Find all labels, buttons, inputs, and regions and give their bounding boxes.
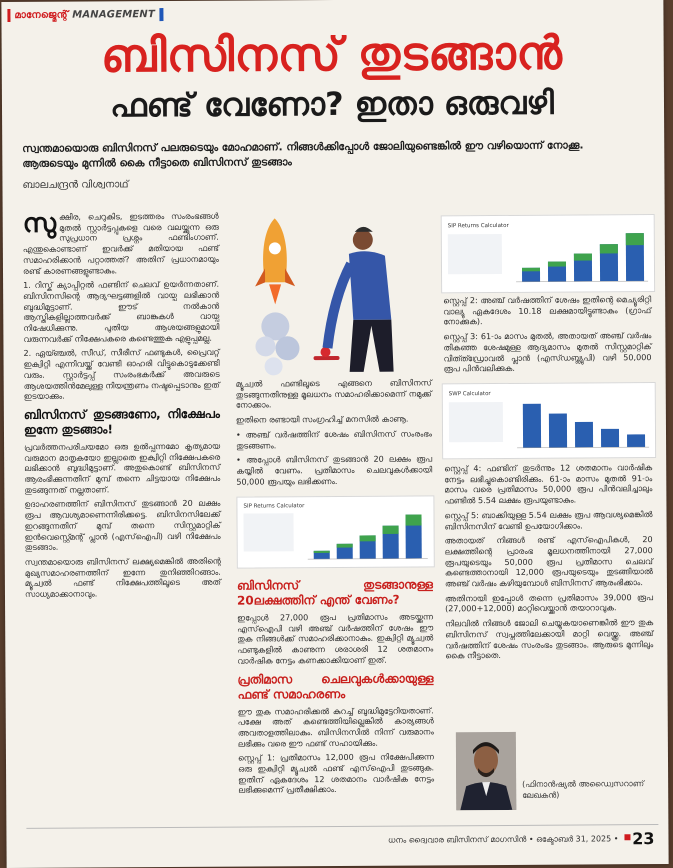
chart-bar-gain <box>600 244 618 253</box>
paragraph: അതിനായി ഇപ്പോൾ തന്നെ പ്രതിമാസം 39,000 രൂപ (27,000+12,000) മാറ്റിവെയ്ക്കാൻ തയാറാവുക. <box>444 591 654 614</box>
paragraph: സ്റ്റെപ്പ് 3: 61-ാം മാസം മുതൽ, അതായത് അഞ്ച് വർഷം തികഞ്ഞ ശേഷമുള്ള ആദ്യമാസം മുതൽ സിസ്റ്റമാറ്റിക് വിത്ത്ഡ്രോവൽ പ്ലാൻ (എസ്ഡബ്ല്യുപി) വഴി 50,000 രൂപ പിൻവലിക്കുക. <box>443 330 652 374</box>
illustration-caption: മ്യൂച്വൽ ഫണ്ടിലൂടെ എങ്ങനെ ബിസിനസ് തുടങ്ങുന്നതിനുള്ള മൂലധനം സമാഹരിക്കാമെന്ന് നമുക്ക് നോക്കാം. <box>235 377 432 411</box>
blue-marker <box>159 8 163 21</box>
paragraph: സ്റ്റെപ്പ് 1: പ്രതിമാസം 12,000 രൂപ നിക്ഷേപിക്കുന്ന ഒരു ഇക്വിറ്റി മ്യൂച്വൽ ഫണ്ട് എസ്ഐപി തുടങ്ങുക. ഇതിന് ഏകദേശം 12 ശതമാനം വാർഷിക നേട്ടം ലഭിക്കുമെന്ന് പ്രതീക്ഷിക്കാം. <box>237 751 435 796</box>
figure-caption: സ്റ്റെപ്പ് 2: അഞ്ച് വർഷത്തിന് ശേഷം ഇതിന്റെ മെച്യൂരിറ്റി വാല്യു ഏകദേശം 10.18 ലക്ഷമായിട്ടുണ്ടാകും (ഗ്രാഫ് നോക്കുക). <box>443 294 652 327</box>
headline: ബിസിനസ് തുടങ്ങാൻ <box>100 25 563 83</box>
chart-bar <box>601 429 619 448</box>
subheading: ബിസിനസ് തുടങ്ങണോ, നിക്ഷേപം ഇന്നേ തുടങ്ങാം! <box>23 406 220 437</box>
chart-bar-gain <box>383 526 399 534</box>
chart-bar-gain <box>548 261 566 266</box>
section-tag <box>7 8 163 22</box>
chart-bar-gain <box>405 514 421 525</box>
column-1 <box>22 208 221 604</box>
swp-chart <box>442 382 656 459</box>
author-photo <box>456 732 516 810</box>
chart-bar <box>627 434 645 447</box>
column-3 <box>443 294 652 378</box>
paragraph: സ്റ്റെപ്പ് 4: ഫണ്ടിന് തുടർന്നും 12 ശതമാനം വാർഷിക നേട്ടം ലഭിച്ചുകൊണ്ടിരിക്കും. 61-ാം മാസം മുതൽ 91-ാം മാസം വരെ പ്രതിമാസം 50,000 രൂപ പിൻവലിച്ചാലും ഫണ്ടിൽ 5.54 ലക്ഷം രൂപയുണ്ടാകും. <box>444 462 653 506</box>
column-3b <box>444 462 653 665</box>
chart-bar <box>549 414 567 448</box>
paragraph: ഉദാഹരണത്തിന് ബിസിനസ് തുടങ്ങാൻ 20 ലക്ഷം രൂപ ആവശ്യമാണെന്നിരിക്കട്ടെ. ബിസിനസിലേക്ക് ഇറങ്ങുന്നതിന് മുമ്പ് തന്നെ സിസ്റ്റമാറ്റിക് ഇൻവെസ്റ്റ്മെന്റ് പ്ലാൻ (എസ്ഐപി) വഴി നിക്ഷേപം തുടങ്ങാം. <box>24 498 221 553</box>
chart-3-title: SIP Returns Calculator <box>243 503 305 510</box>
subheading: പ്രതിമാസ ചെലവുകൾക്കായുള്ള ഫണ്ട് സമാഹരണം <box>237 670 434 702</box>
chart-2-svg <box>443 383 655 458</box>
paragraph: അതായത് നിങ്ങൾ രണ്ട് എസ്ഐപികൾ, 20 ലക്ഷത്തിന്റെ പ്രാരംഭ മൂലധനത്തിനായി 27,000 രൂപയുടെയും 50,000 രൂപ പ്രതിമാസ ചെലവ് കണ്ടെത്താനായി 12,000 രൂപയുടെയും തുടങ്ങിയാൽ അഞ്ച് വർഷം കഴിയുമ്പോൾ ബിസിനസ് ആരംഭിക്കാം. <box>444 534 653 589</box>
column-2 <box>236 377 433 491</box>
chart-1-title: SIP Returns Calculator <box>447 222 509 230</box>
magazine-page <box>1 0 668 868</box>
chart-bar <box>523 404 541 448</box>
section-ml: മാനേജ്മെന്റ് <box>14 9 69 21</box>
paragraph: ക്ഷിര, ചെറുകിട, ഇടത്തരം സംരംഭങ്ങൾ മുതൽ സ്റ്റാർട്ടപ്പുകളെ വരെ വലയ്ക്കുന്ന ഒരു സുപ്രധാന പ്രശ്നം ഫണ്ടിംഗാണ്. എന്തുകൊണ്ടാണ് ഇവർക്ക് മതിയായ ഫണ്ട് സമാഹരിക്കാൻ പറ്റാത്തത്? അതിന് പ്രധാനമായും രണ്ട് കാരണങ്ങളുണ്ടാകും. <box>22 210 219 276</box>
paragraph: 1. റിസ്ക് ക്യാപ്പിറ്റൽ ഫണ്ടിന് ചെലവ് ഉയർന്നതാണ്. ബിസിനസിന്റെ ആദ്യഘട്ടങ്ങളിൽ വായ്പ ലഭിക്കാൻ ബുദ്ധിമുട്ടാണ്. ഈട് നൽകാൻ ആസ്തികളില്ലാത്തവർക്ക് ബാങ്കുകൾ വായ്പ നിഷേധിക്കുന്നു. പുതിയ ആശയങ്ങളുമായി വരുന്നവർക്ക് നിക്ഷേപകരെ കണ്ടെത്തുക എളുപ്പമല്ല. <box>23 278 220 344</box>
page-footer <box>26 824 658 853</box>
chart-bar-gain <box>314 551 330 553</box>
deck-text: സ്വന്തമായൊരു ബിസിനസ് പലരുടെയും മോഹമാണ്. നിങ്ങൾക്കിപ്പോൾ ജോലിയുണ്ടെങ്കിൽ ഈ വഴിയൊന്ന് നോക്കൂ. ആരുടെയും മുന്നിൽ കൈ നീട്ടാതെ ബിസിനസ് തുടങ്ങാം <box>22 139 584 170</box>
byline: ബാലചന്ദ്രൻ വിശ്വനാഥ് <box>22 179 129 191</box>
author-portrait <box>456 732 516 810</box>
chart-bar-gain <box>626 233 644 245</box>
paragraph: പ്രവർത്തനപരിചയമോ ഒരു ഉൽപ്പന്നമോ കൃത്യമായ വരുമാന മാതൃകയോ ഇല്ലാതെ ഇക്വിറ്റി നിക്ഷേപകരെ ലഭിക്കാൻ ബുദ്ധിമുട്ടാണ്. അതുകൊണ്ട് ബിസിനസ് ആരംഭിക്കുന്നതിന് മുമ്പ് തന്നെ ചിട്ടയായ നിക്ഷേപം തുടങ്ങുന്നത് നല്ലതാണ്. <box>24 440 221 495</box>
paragraph: നിലവിൽ നിങ്ങൾ ജോലി ചെയ്യുകയാണെങ്കിൽ ഈ തുക ബിസിനസ് സ്വപ്നത്തിലേക്കായി മാറ്റി വെയ്ക്കൂ. അഞ്ച് വർഷത്തിന് ശേഷം സംരംഭം തുടങ്ങാം. ആരുടെ മുന്നിലും കൈ നീട്ടാതെ. <box>445 617 654 661</box>
drop-cap: സു <box>22 208 57 239</box>
subheading: ബിസിനസ് തുടങ്ങാനുള്ള 20ലക്ഷത്തിന് എന്ത് വേണം? <box>236 577 433 608</box>
sip-chart-1 <box>441 214 655 293</box>
bullet: • അഞ്ച് വർഷത്തിന് ശേഷം ബിസിനസ് സംരംഭം തുടങ്ങണം. <box>235 428 433 451</box>
chart-bar <box>575 422 593 448</box>
column-2b <box>237 571 434 799</box>
paragraph: സ്റ്റെപ്പ് 5: ബാക്കിയുള്ള 5.54 ലക്ഷം രൂപ ആവശ്യമെങ്കിൽ ബിസിനസിന് വേണ്ടി ഉപയോഗിക്കാം. <box>444 508 653 531</box>
paragraph: ഇതിനെ രണ്ടായി സംഗ്രഹിച്ച് മനസിൽ കാണൂ. <box>235 413 409 425</box>
chart-bar-gain <box>522 268 540 272</box>
red-marker <box>7 9 10 22</box>
sip-chart-2 <box>236 495 434 568</box>
chart-bar-gain <box>574 254 592 261</box>
paragraph: 2. ഏയ്ഞ്ചൽ, സീഡ്, സീരീസ് ഫണ്ടുകൾ, പ്രൈവറ്റ് ഇക്വിറ്റി എന്നിവയ്ക്ക് വേണ്ടി ഓഹരി വിട്ടുകൊടുക്കേണ്ടി വരും. സ്റ്റാർട്ടപ്പ് സംരംഭകർക്ക് അവരുടെ ആശയത്തിൻമേലുള്ള നിയന്ത്രണം നഷ്ടപ്പെടാനും ഇത് ഇടയാക്കും. <box>23 347 220 402</box>
section-en: MANAGEMENT <box>72 9 156 21</box>
bullet: • അപ്പോൾ ബിസിനസ് തുടങ്ങാൻ 20 ലക്ഷം രൂപ കയ്യിൽ വേണം. പ്രതിമാസം ചെലവുകൾക്കായി 50,000 രൂപയും ലഭിക്കണം. <box>236 453 433 487</box>
chart-1-svg <box>442 215 654 292</box>
footer-marker <box>624 834 630 840</box>
author-caption: (ഫിനാൻഷ്യൽ അഡ്വൈസറാണ് ലേഖകൻ) <box>522 779 645 800</box>
chart-bar-gain <box>337 544 353 548</box>
chart-bar-gain <box>360 535 376 541</box>
paragraph: ഈ തുക സമാഹരിക്കൽ കുറച്ച് ബുദ്ധിമുട്ടേറിയതാണ്. പക്ഷേ അത് കണ്ടെത്തിയില്ലെങ്കിൽ കാര്യങ്ങൾ അവതാളത്തിലാകും. ബിസിനസിൽ നിന്ന് വരുമാനം ലഭിക്കും വരെ ഈ ഫണ്ട് സഹായിക്കും. <box>237 704 434 749</box>
chart-3-svg <box>237 496 433 567</box>
paragraph: ഇപ്പോൾ 27,000 രൂപ പ്രതിമാസം അടയ്ക്കുന്ന എസ്ഐപി വഴി അഞ്ച് വർഷത്തിന് ശേഷം ഈ തുക നിങ്ങൾക്ക് സമാഹരിക്കാനാകും. ഇക്വിറ്റി മ്യൂച്വൽ ഫണ്ടുകളിൽ കാണുന്ന ശരാശരി 12 ശതമാനം വാർഷിക നേട്ടം കണക്കാക്കിയാണ് ഇത്. <box>237 611 434 666</box>
paragraph: സ്വന്തമായൊരു ബിസിനസ് ലക്ഷ്യമെങ്കിൽ അതിന്റെ മുഖ്യസമാഹരണത്തിന് ഇന്നേ തുനിഞ്ഞിറങ്ങാം. മ്യൂച്വൽ ഫണ്ട് നിക്ഷേപത്തിലൂടെ അത് സാധ്യമാക്കാനാവും. <box>24 555 221 599</box>
chart-2-title: SWP Calculator <box>448 391 491 398</box>
page-number: 23 <box>632 829 655 849</box>
sub-headline: ഫണ്ട് വേണോ? ഇതാ ഒരുവഴി <box>110 83 554 125</box>
footer-text: ധനം ദ്വൈവാര ബിസിനസ് മാഗസിൻ • ഒക്ടോബർ 31, 2025 • <box>387 834 619 845</box>
rocket-illustration <box>243 207 434 378</box>
